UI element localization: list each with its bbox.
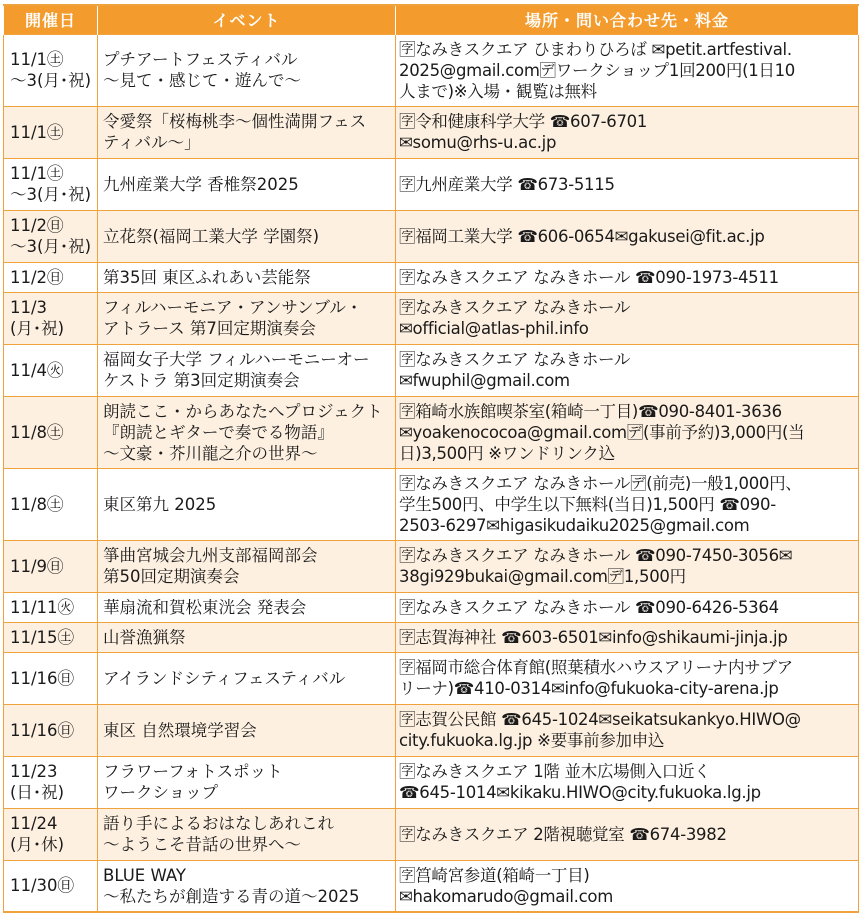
event-date-cell: 11/8㊏ [4, 396, 98, 468]
event-rows [4, 34, 859, 912]
event-date-cell: 11/9㊐ [4, 540, 98, 592]
event-date-cell: 11/2㊐ ～3(月･祝) [4, 210, 98, 262]
event-info-cell: 🈑なみきスクエア なみきホール ✉fwuphil@gmail.com [396, 344, 859, 396]
event-name-cell: フィルハーモニア・アンサンブル・ アトラース 第7回定期演奏会 [98, 292, 396, 344]
event-date-cell: 11/11㊋ [4, 592, 98, 622]
event-date-cell: 11/1㊏ ～3(月･祝) [4, 158, 98, 210]
table-row [4, 34, 859, 106]
event-info-cell: 🈑令和健康科学大学 ☎607-6701 ✉somu@rhs-u.ac.jp [396, 106, 859, 158]
event-name-cell: 華扇流和賀松東洸会 発表会 [98, 592, 396, 622]
event-date-cell: 11/24 (月･休) [4, 808, 98, 860]
event-date-cell: 11/1㊏ [4, 106, 98, 158]
table-row [4, 860, 859, 912]
event-name-cell: 語り手によるおはなしあれこれ ～ようこそ昔話の世界へ～ [98, 808, 396, 860]
event-info-cell: 🈑箱崎水族館喫茶室(箱崎一丁目)☎090-8401-3636 ✉yoakenococoa@gmail.com🈓(事前予約)3,000円(当 日)3,500円 ※ワンドリンク込 [396, 396, 859, 468]
table-row [4, 622, 859, 652]
table-row [4, 292, 859, 344]
table-row [4, 344, 859, 396]
table-row [4, 210, 859, 262]
event-calendar [3, 4, 858, 913]
event-info-cell: 🈑志賀公民館 ☎645-1024✉seikatsukankyo.HIWO@ city.fukuoka.lg.jp ※要事前参加申込 [396, 704, 859, 756]
table-row [4, 262, 859, 292]
event-name-cell: 令愛祭「桜梅桃李～個性満開フェス ティバル～」 [98, 106, 396, 158]
event-info-cell: 🈑なみきスクエア なみきホール ☎090-6426-5364 [396, 592, 859, 622]
table-row [4, 468, 859, 540]
event-info-cell: 🈑志賀海神社 ☎603-6501✉info@shikaumi-jinja.jp [396, 622, 859, 652]
event-info-cell: 🈑なみきスクエア なみきホール ✉official@atlas-phil.info [396, 292, 859, 344]
event-name-cell: 箏曲宮城会九州支部福岡部会 第50回定期演奏会 [98, 540, 396, 592]
event-date-cell: 11/3 (月･祝) [4, 292, 98, 344]
header-date: 開催日 [4, 5, 98, 34]
table-row [4, 396, 859, 468]
event-name-cell: 朗読ここ・からあなたへプロジェクト 『朗読とギターで奏でる物語』 ～文豪・芥川龍之介の世界～ [98, 396, 396, 468]
event-name-cell: 立花祭(福岡工業大学 学園祭) [98, 210, 396, 262]
table-row [4, 652, 859, 704]
table-row [4, 808, 859, 860]
event-date-cell: 11/16㊐ [4, 652, 98, 704]
header-event: イベント [98, 5, 396, 34]
event-date-cell: 11/15㊏ [4, 622, 98, 652]
table-row [4, 704, 859, 756]
event-name-cell: 九州産業大学 香椎祭2025 [98, 158, 396, 210]
event-info-cell: 🈑九州産業大学 ☎673-5115 [396, 158, 859, 210]
event-name-cell: 山誉漁猟祭 [98, 622, 396, 652]
event-date-cell: 11/4㊋ [4, 344, 98, 396]
table-header-row [4, 5, 859, 34]
event-info-cell: 🈑なみきスクエア 1階 並木広場側入口近く ☎645-1014✉kikaku.HIWO@city.fukuoka.lg.jp [396, 756, 859, 808]
header-info: 場所・問い合わせ先・料金 [396, 5, 859, 34]
event-date-cell: 11/16㊐ [4, 704, 98, 756]
event-info-cell: 🈑なみきスクエア 2階視聴覚室 ☎674-3982 [396, 808, 859, 860]
event-name-cell: アイランドシティフェスティバル [98, 652, 396, 704]
event-info-cell: 🈑筥崎宮参道(箱崎一丁目) ✉hakomarudo@gmail.com [396, 860, 859, 912]
event-info-cell: 🈑福岡工業大学 ☎606-0654✉gakusei@fit.ac.jp [396, 210, 859, 262]
event-date-cell: 11/8㊏ [4, 468, 98, 540]
table-row [4, 540, 859, 592]
event-date-cell: 11/23 (日･祝) [4, 756, 98, 808]
event-name-cell: BLUE WAY ～私たちが創造する青の道～2025 [98, 860, 396, 912]
event-date-cell: 11/30㊐ [4, 860, 98, 912]
table-row [4, 592, 859, 622]
event-name-cell: 第35回 東区ふれあい芸能祭 [98, 262, 396, 292]
event-date-cell: 11/2㊐ [4, 262, 98, 292]
event-info-cell: 🈑なみきスクエア なみきホール ☎090-1973-4511 [396, 262, 859, 292]
table-row [4, 158, 859, 210]
event-info-cell: 🈑なみきスクエア ひまわりひろば ✉petit.artfestival. 2025@gmail.com🈓ワークショップ1回200円(1日10 人まで)※入場・観覧は無料 [396, 34, 859, 106]
event-name-cell: 東区 自然環境学習会 [98, 704, 396, 756]
event-name-cell: 東区第九 2025 [98, 468, 396, 540]
event-date-cell: 11/1㊏ ～3(月･祝) [4, 34, 98, 106]
event-name-cell: フラワーフォトスポット ワークショップ [98, 756, 396, 808]
event-name-cell: プチアートフェスティバル ～見て・感じて・遊んで～ [98, 34, 396, 106]
event-info-cell: 🈑なみきスクエア なみきホール ☎090-7450-3056✉ 38gi929bukai@gmail.com🈓1,500円 [396, 540, 859, 592]
table-row [4, 756, 859, 808]
event-info-cell: 🈑福岡市総合体育館(照葉積水ハウスアリーナ内サブア リーナ)☎410-0314✉info@fukuoka-city-arena.jp [396, 652, 859, 704]
event-table [3, 4, 859, 913]
event-info-cell: 🈑なみきスクエア なみきホール🈓(前売)一般1,000円、 学生500円、中学生以下無料(当日)1,500円 ☎090- 2503-6297✉higasikudaiku2025@gmail.com [396, 468, 859, 540]
event-name-cell: 福岡女子大学 フィルハーモニーオー ケストラ 第3回定期演奏会 [98, 344, 396, 396]
table-row [4, 106, 859, 158]
